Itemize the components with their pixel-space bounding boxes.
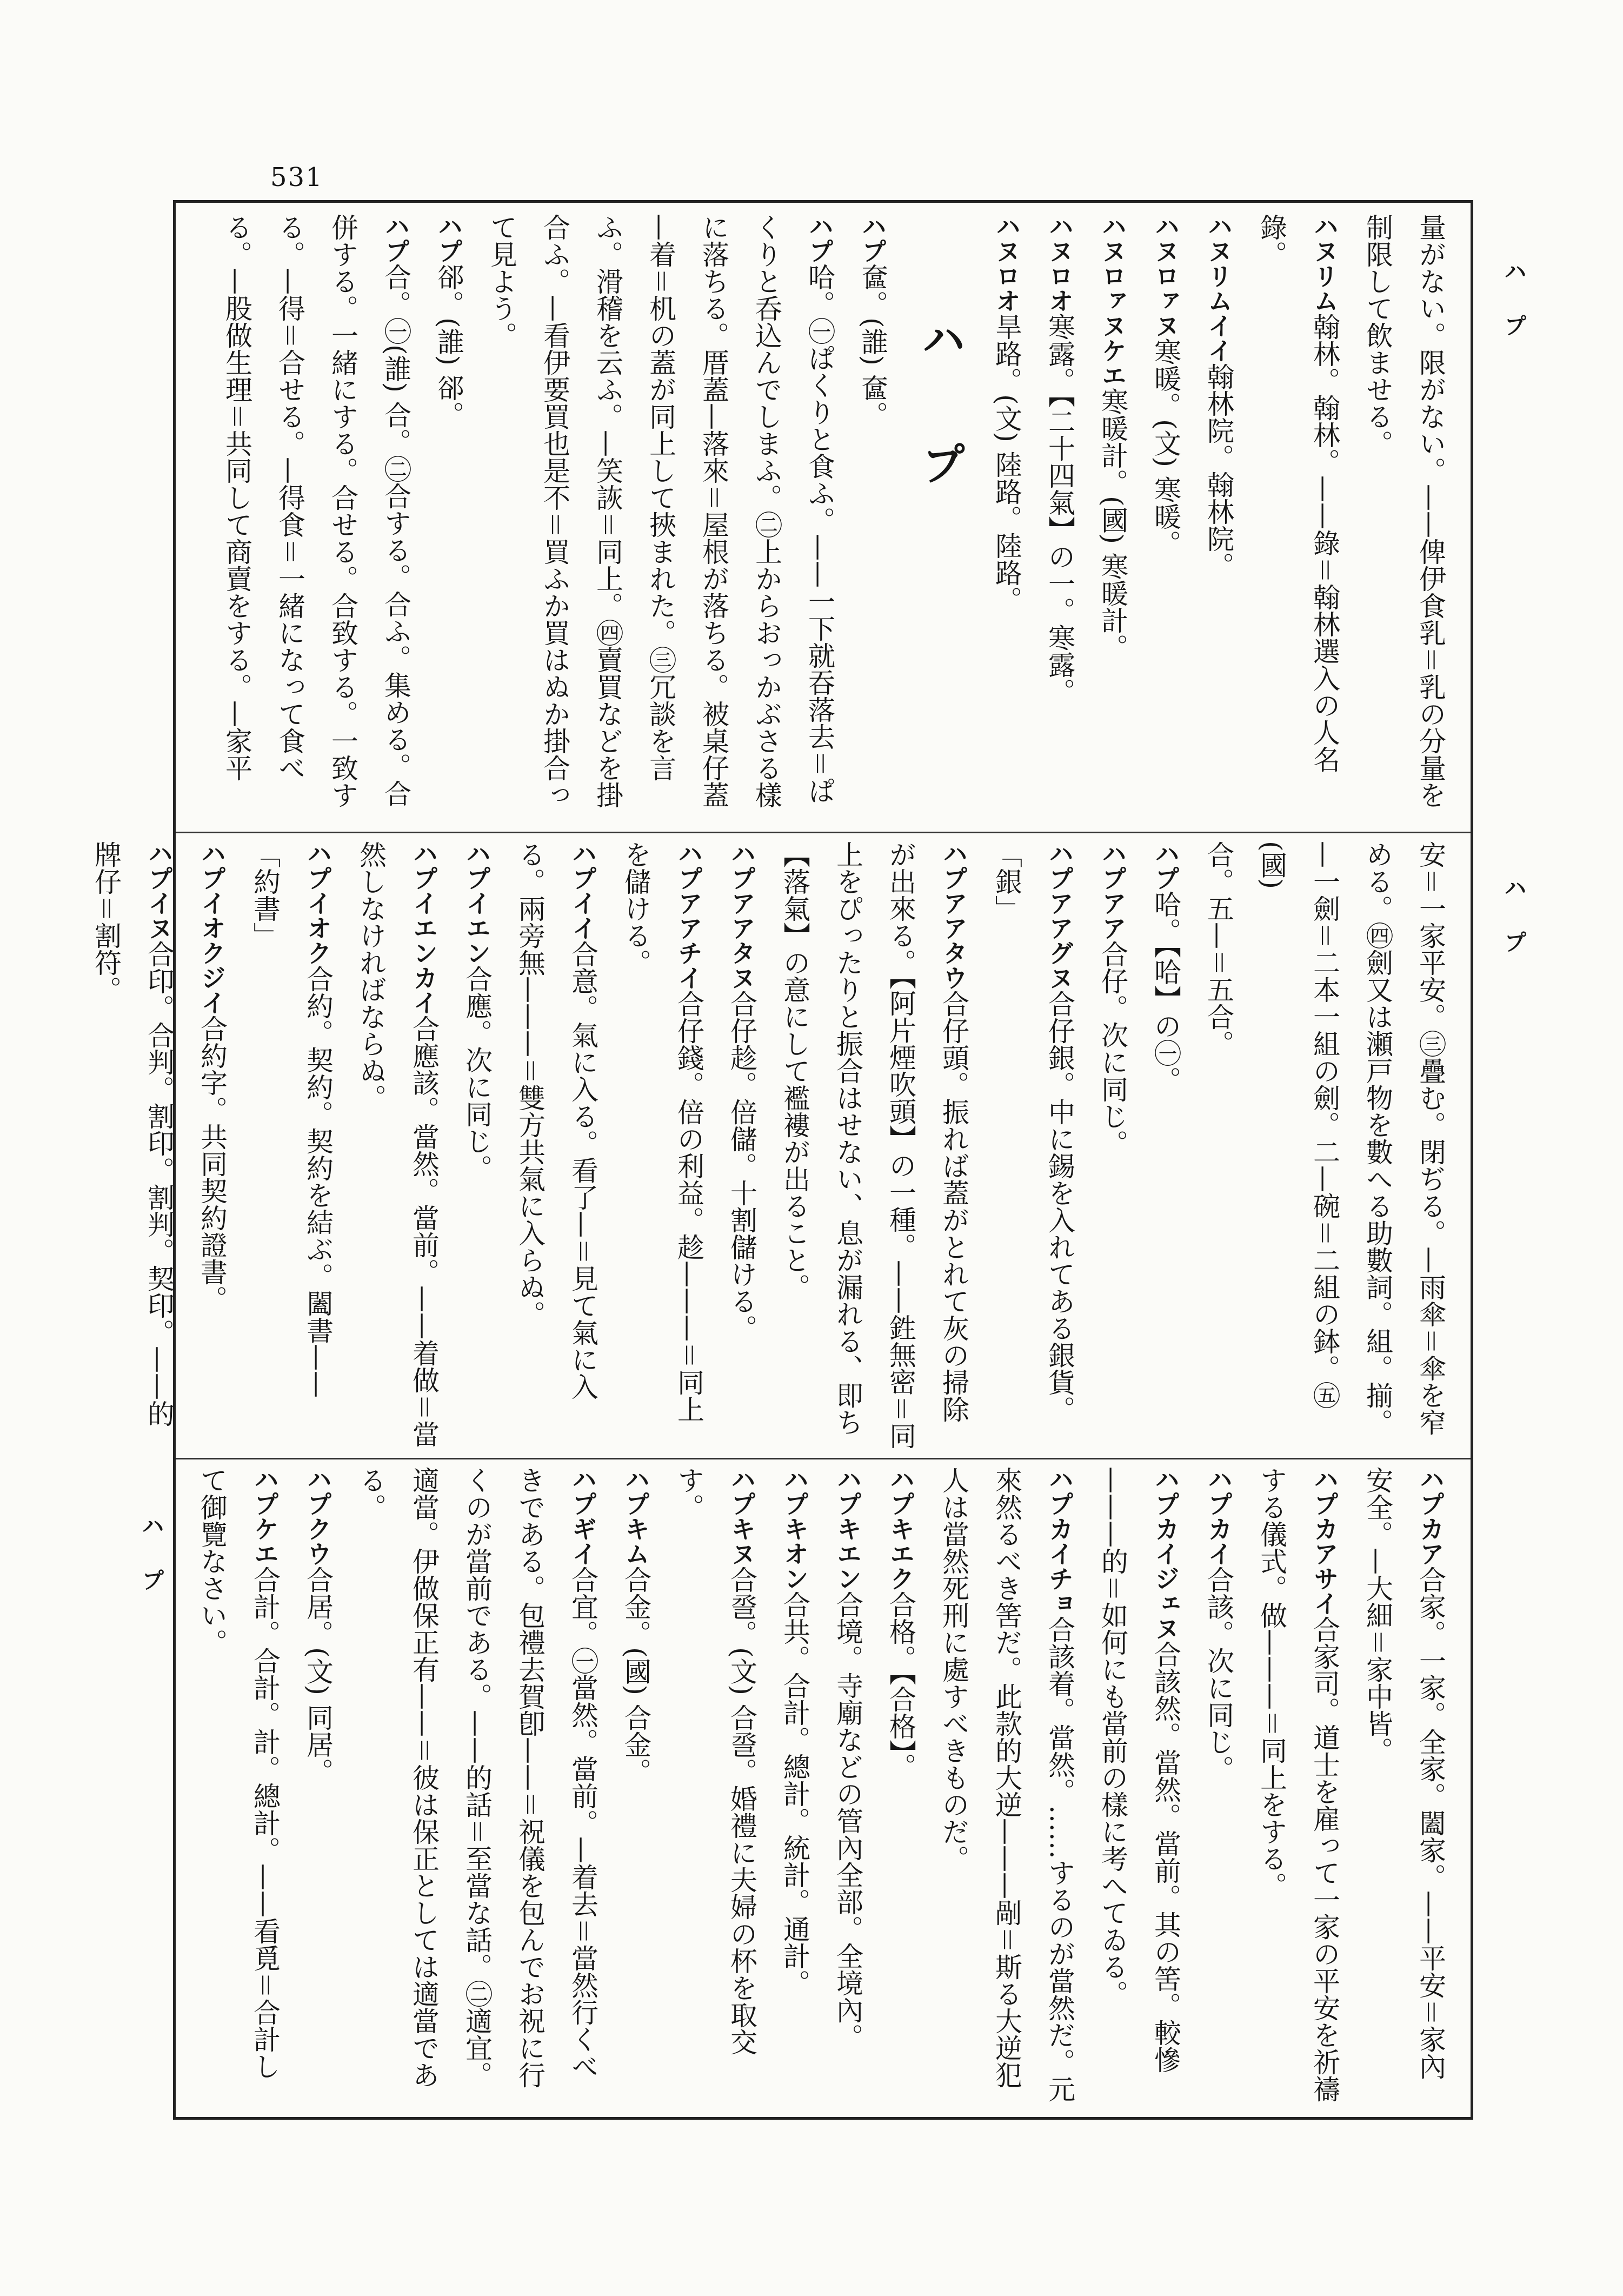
entry-text: 寒暖計。(國) 寒暖計。 [1097,388,1128,661]
dictionary-entry [1086,214,1139,825]
entry-reading: ハヌロオ [992,214,1021,313]
entry-text: 合仔銀。中に錫を入れてある銀貨。「銀」 [991,841,1075,1423]
entry-reading: ハプ [858,214,887,263]
dictionary-entry [1086,1466,1192,2105]
entry-text: 合宜。㊀當然。當前。—着去＝當然行くべきである。包禮去賀卽——＝祝儀を包んでお祝に行くのが當前である。——的話＝至當な話。㊁適宜。適當。伊做保正有——＝彼は保正としては適當である。 [355,1466,598,2088]
entry-text: 合居。(文) 同居。 [302,1566,334,1785]
entry-text: 合計。合計。計。總計。——看覓＝合計して御覽なさい。 [196,1466,281,2080]
entry-reading: ハプイヌ [144,841,174,940]
running-head-middle: ハ プ [1501,876,1527,965]
entry-text: 合仔趁。倍儲。十割儲ける。 [726,990,757,1342]
entry-reading: ハプアア [1098,841,1127,940]
entry-text: 旱路。(文) 陸路。陸路。 [991,313,1022,613]
entry-text: 合巹。(文) 合巹。婚禮に夫婦の杯を取交す。 [673,1466,757,2055]
dictionary-entry [927,1466,1086,2105]
entry-reading: ハプイイ [568,841,597,940]
dictionary-entry [715,841,768,1449]
entry-text: 合。㊀(誰) 合。㊁合する。合ふ。集める。合併する。一緒にする。合せる。合致する。一致する。—得＝合せる。—得食＝一緒になって食べる。—股做生理＝共同して商賣をする。—家平 [221,214,411,808]
entry-text: 合家。一家。全家。闔家。——平安＝家內安全。—大細＝家中皆。 [1362,1466,1446,2080]
section-heading: ハ プ [914,316,966,518]
entry-text: 合應。次に同じ。 [461,965,493,1182]
dictionary-entry [768,1466,821,2105]
dictionary-entry [874,1466,927,2105]
entry-reading: ハプアアチイ [674,841,703,990]
dictionary-band-bottom [187,1466,1457,2105]
entry-text: 合仔頭。振れば蓋がとれて灰の掃除が出來る。【阿片煙吹頭】の一種。——鉎無密＝同上をぴったりと振合はせない、息が漏れる、即ち【落氣】の意にして襤褸が出ること。 [779,841,969,1449]
dictionary-entry [980,214,1033,825]
dictionary-entry [1245,214,1351,825]
dictionary-entry [980,841,1086,1449]
dictionary-entry [238,841,344,1449]
dictionary-entry [1192,214,1245,825]
dictionary-band-middle [90,841,1457,1449]
entry-reading: ハプアアタヌ [727,841,756,990]
entry-text: 合境。寺廟などの管內全部。全境內。 [832,1591,863,2051]
entry-reading: ハプ [805,214,834,263]
dictionary-entry [503,841,609,1449]
entry-reading: ハプキヌ [727,1466,756,1566]
entry-text: 翰林。翰林。——錄＝翰林選入の人名錄。 [1256,214,1340,773]
entry-reading: ハプキエク [886,1466,915,1591]
entry-reading: ハヌロオ [1045,214,1074,313]
entry-text: 合該着。當然。……するのが當然だ。元來然るべき筈だ。此款的大逆———剮＝斯る大逆犯人は當然死刑に處すべきものだ。 [938,1466,1075,2102]
dictionary-entry [1033,214,1086,825]
dictionary-entry [1245,841,1457,1449]
entry-text: 合共。合計。總計。統計。通計。 [779,1591,810,1996]
entry-reading: ハプイエン [462,841,491,965]
entry-text: 哈。【哈】の㊀。 [1150,891,1181,1093]
entry-reading: ハプカイ [1204,1466,1233,1566]
dictionary-entry [1192,1466,1245,2105]
entry-reading: ハプキエン [833,1466,862,1591]
entry-text: 合仔錢。倍の利益。趁———＝同上を儲ける。 [620,841,704,1423]
entry-text: 寒露。【二十四氣】の一。寒露。 [1044,313,1075,705]
entry-reading: ハプキム [621,1466,650,1566]
entry-text: 合應該。當然。當前。——着做＝當然しなければならぬ。 [355,841,440,1448]
dictionary-entry [344,1466,609,2105]
entry-text: 合格。【合格】。 [885,1591,916,1780]
entry-reading: ハプクウ [303,1466,332,1566]
entry-text: 合該。次に同じ。 [1203,1566,1234,1782]
dictionary-entry [185,1466,291,2105]
dictionary-entry [846,214,899,825]
dictionary-entry [422,214,475,825]
running-head-top: ハ プ [1501,260,1527,349]
entry-reading: ハヌリムイイ [1204,214,1233,363]
entry-text: 郤。(誰) 郤。 [433,263,464,428]
entry-reading: ハプイオク [303,841,332,965]
dictionary-entry [79,841,185,1449]
dictionary-entry [1139,214,1192,825]
dictionary-entry [821,1466,874,2105]
entry-reading: ハプギイ [568,1466,597,1566]
dictionary-entry [1086,841,1139,1449]
running-head-bottom: ハ プ [138,1514,165,1603]
dictionary-entry [291,1466,344,2105]
entry-text: 合約字。共同契約證書。 [196,1015,228,1312]
entry-reading: ハプ [381,214,410,263]
entry-text: 合仔。次に同じ。 [1097,940,1128,1157]
entry-reading: ハプイオクジイ [197,841,227,1015]
entry-reading: ハプイエンカイ [409,841,438,1015]
entry-reading: ハプアアグヌ [1045,841,1074,990]
entry-reading: ハヌロァヌケエ [1098,214,1127,388]
dictionary-entry [1245,1466,1351,2105]
entry-reading: ハヌリム [1310,214,1339,313]
band-divider-2 [176,1458,1471,1459]
entry-text: 合。五—＝五合。 [1203,841,1234,1057]
entry-reading: ハプ [434,214,463,263]
entry-reading: ハプカアサイ [1310,1466,1339,1616]
entry-reading: ハプカイジェヌ [1151,1466,1180,1641]
page-number: 531 [270,162,323,193]
entry-text: 安＝一家平安。㊂疊む。閉ぢる。—雨傘＝傘を窄める。㊃劍又は瀬戸物を數へる助數詞。組。揃。—一劍＝二本一組の劍。二—碗＝二組の鉢。㊄(國) [1256,841,1446,1436]
entry-text: 合家司。道士を雇って一家の平安を祈禱する儀式。做———＝同上をする。 [1256,1466,1340,2102]
entry-text: 合約。契約。契約を結ぶ。闔書——「約書」 [249,841,334,1398]
entry-text: 奩。(誰) 奩。 [857,263,888,428]
dictionary-entry [450,841,503,1449]
dictionary-entry [185,841,238,1449]
dictionary-band-top [187,214,1457,825]
dictionary-entry [475,214,846,825]
dictionary-entry [1139,841,1192,1449]
entry-reading: ハプキオン [780,1466,809,1591]
dictionary-entry [662,1466,768,2105]
dictionary-entry [609,841,715,1449]
entry-text: 哈。㊀ぱくりと食ふ。——一下就吞落去＝ぱくりと呑込んでしまふ。㊁上からおっかぶさる樣に落ちる。厝蓋—落來＝屋根が落ちる。被桌仔蓋—着＝机の蓋が同上して挾まれた。㊂冗談を言ふ。滑稽を云ふ。—笑詼＝同上。㊃賣買などを掛合ふ。—看伊要買也是不＝買ふか買はぬか掛合って見よう。 [486,214,835,808]
dictionary-entry [1351,1466,1457,2105]
entry-reading: ハプケエ [250,1466,280,1566]
dictionary-entry [210,214,422,825]
dictionary-entry [1192,841,1245,1449]
entry-text: 合意。氣に入る。看了—＝見て氣に入る。兩旁無———＝雙方共氣に入らぬ。 [514,841,598,1400]
entry-reading: ハプカイチョ [1045,1466,1074,1616]
dictionary-entry [344,841,450,1449]
entry-reading: ハプアアタウ [939,841,968,990]
dictionary-entry [1351,214,1457,825]
entry-text: 寒暖。(文) 寒暖。 [1150,338,1181,557]
dictionary-entry [609,1466,662,2105]
band-divider-1 [176,832,1471,833]
entry-text: 合金。(國) 合金。 [620,1566,651,1785]
entry-text: 合該然。當然。當前。其の筈。較慘———的＝如何にも當前の樣に考へてゐる。 [1097,1466,1181,2073]
entry-text: 合印。合判。割印。割判。契印。——的牌仔＝割符。 [90,841,175,1427]
entry-reading: ハプカア [1416,1466,1445,1566]
entry-text: 量がない。限がない。——俾伊食乳＝乳の分量を制限して飲ませる。 [1362,214,1446,808]
entry-reading: ハプ [1151,841,1180,891]
dictionary-entry [768,841,980,1449]
entry-text: 翰林院。翰林院。 [1203,363,1234,579]
entry-reading: ハヌロァヌ [1151,214,1180,338]
